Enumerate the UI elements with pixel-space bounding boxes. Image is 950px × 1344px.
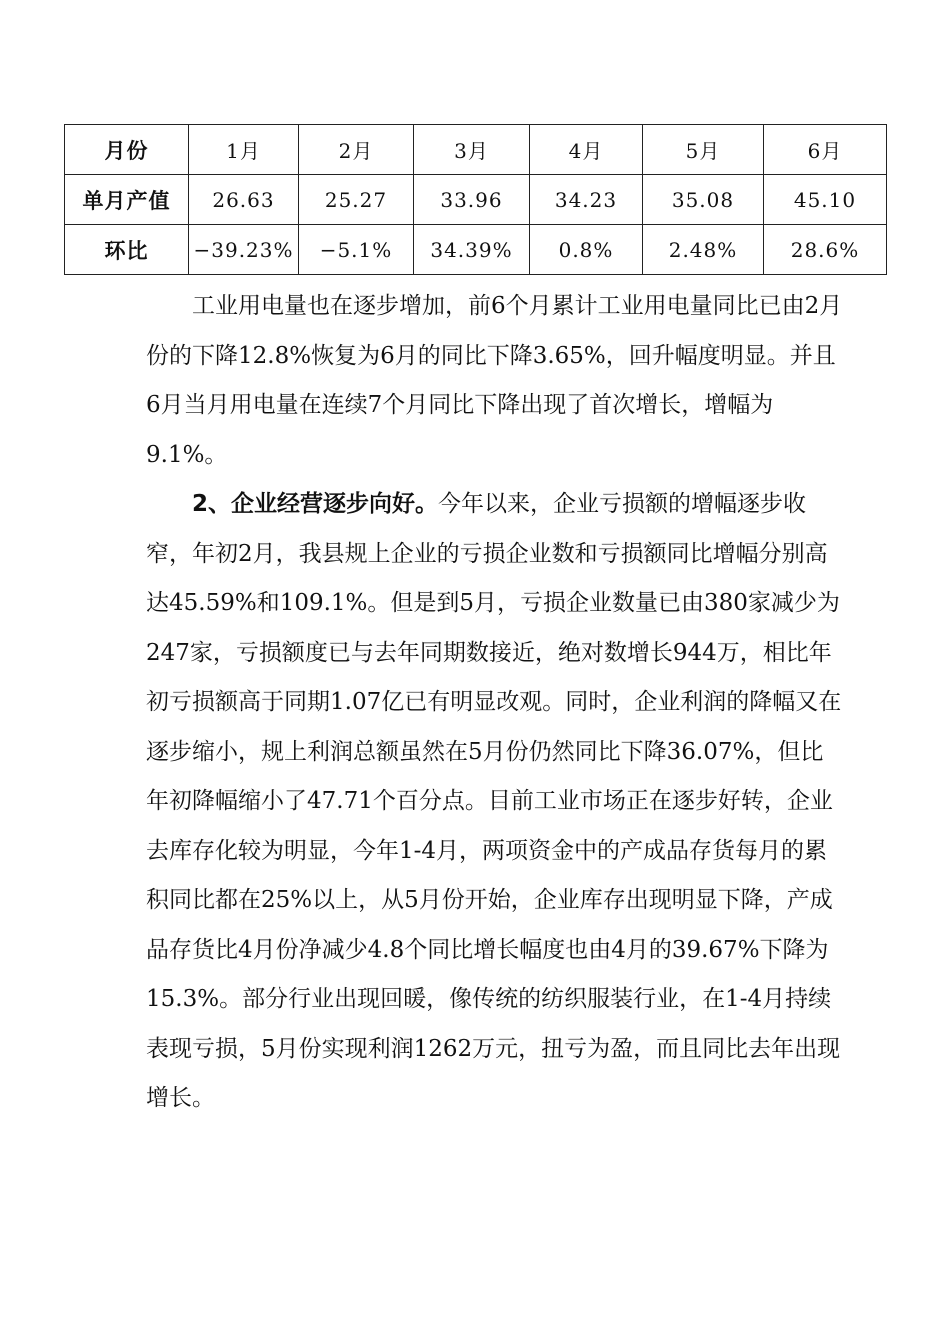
table-row-mom — [65, 225, 887, 275]
monthly-output-table — [64, 124, 887, 275]
table-cell: 2月 — [299, 125, 414, 175]
row-label-month: 月份 — [65, 125, 189, 175]
paragraph-electricity: 工业用电量也在逐步增加，前6个月累计工业用电量同比已由2月份的下降12.8%恢复为6月的同比下降3.65%，回升幅度明显。并且6月当月用电量在连续7个月同比下降出现了首次增长，增幅为9.1%。 — [146, 293, 843, 468]
table-row-output — [65, 175, 887, 225]
table-header-row — [65, 125, 887, 175]
table-cell: 35.08 — [643, 175, 764, 225]
table-cell: 2.48% — [643, 225, 764, 275]
table-cell: 1月 — [189, 125, 299, 175]
row-label-mom: 环比 — [65, 225, 189, 275]
table-cell: 5月 — [643, 125, 764, 175]
paragraph-enterprise-body: 今年以来，企业亏损额的增幅逐步收窄，年初2月，我县规上企业的亏损企业数和亏损额同比增幅分别高达45.59%和109.1%。但是到5月，亏损企业数量已由380家减少为247家，亏损额度已与去年同期数接近，绝对数增长944万，相比年初亏损额高于同期1.07亿已有明显改观。同时，企业利润的降幅又在逐步缩小，规上利润总额虽然在5月份仍然同比下降36.07%，但比年初降幅缩小了47.71个百分点。目前工业市场正在逐步好转，企业去库存化较为明显，今年1-4月，两项资金中的产成品存货每月的累积同比都在25%以上，从5月份开始，企业库存出现明显下降，产成品存货比4月份净减少4.8个同比增长幅度也由4月的39.67%下降为15.3%。部分行业出现回暖，像传统的纺织服装行业，在1-4月持续表现亏损，5月份实现利润1262万元，扭亏为盈，而且同比去年出现增长。 — [146, 491, 842, 1111]
row-label-output: 单月产值 — [65, 175, 189, 225]
table-cell: 0.8% — [530, 225, 643, 275]
paragraph-heading: 2、企业经营逐步向好。 — [192, 491, 439, 517]
table-cell: 6月 — [764, 125, 887, 175]
table-cell: −39.23% — [189, 225, 299, 275]
table-cell: 34.39% — [414, 225, 530, 275]
table-cell: 45.10 — [764, 175, 887, 225]
table-cell: 26.63 — [189, 175, 299, 225]
body-text — [146, 282, 846, 1124]
paragraph-enterprise — [146, 480, 846, 1124]
table-cell: 34.23 — [530, 175, 643, 225]
table-cell: 3月 — [414, 125, 530, 175]
table-cell: 25.27 — [299, 175, 414, 225]
table-cell: −5.1% — [299, 225, 414, 275]
table-cell: 33.96 — [414, 175, 530, 225]
table-cell: 28.6% — [764, 225, 887, 275]
table-cell: 4月 — [530, 125, 643, 175]
